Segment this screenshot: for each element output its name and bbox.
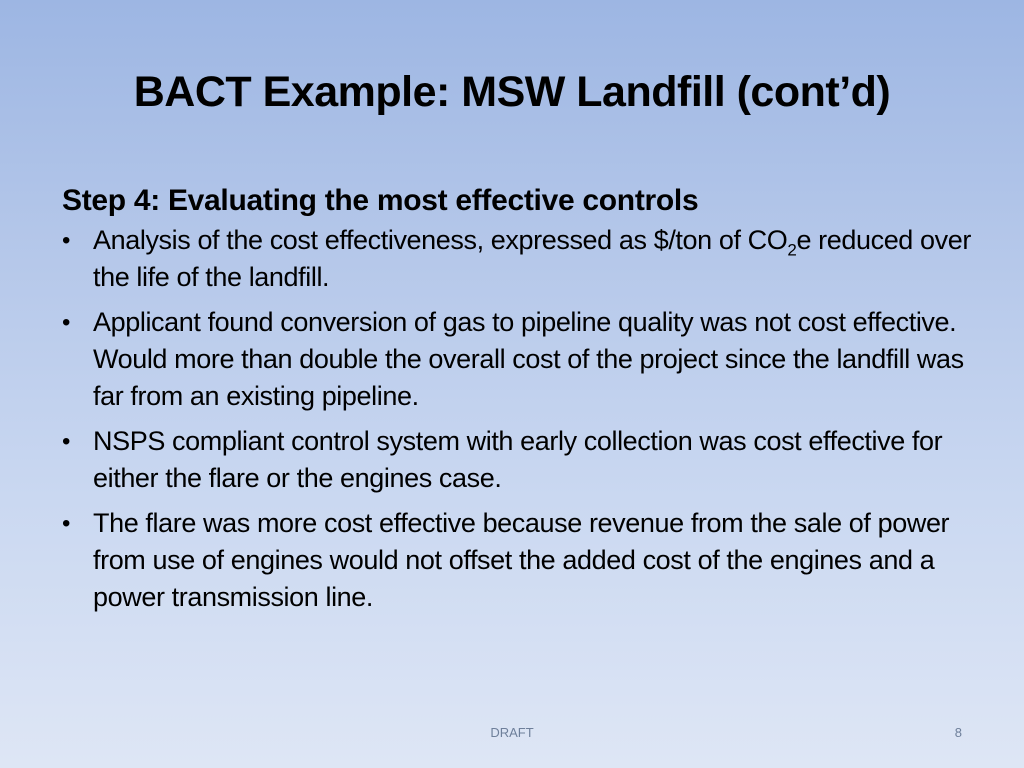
co2-subscript: 2	[787, 240, 797, 260]
bullet-text: The flare was more cost effective because revenue from the sale of power from use of engines would not offset the added cost of the engines and a power transmission line.	[93, 508, 950, 612]
bullet-text: NSPS compliant control system with early collection was cost effective for either the flare or the engines case.	[93, 426, 943, 493]
bullet-item-cost-analysis	[62, 222, 972, 296]
bullet-icon: •	[62, 428, 71, 455]
step-heading: Step 4: Evaluating the most effective controls	[62, 184, 699, 217]
bullet-text: Applicant found conversion of gas to pipeline quality was not cost effective. Would more than double the overall cost of the project since the landfill was far from an existing pipeline.	[93, 307, 964, 411]
bullet-item-pipeline-quality	[62, 304, 972, 415]
bullet-list	[62, 222, 972, 616]
bullet-icon: •	[62, 309, 71, 336]
bullet-text-part: e reduced over the life of the landfill.	[93, 225, 971, 292]
slide-title: BACT Example: MSW Landfill (cont’d)	[133, 68, 891, 116]
slide-page-number: 8	[954, 725, 962, 740]
bullet-text-part: Analysis of the cost effectiveness, expressed as $/ton of CO	[93, 225, 788, 255]
bullet-icon: •	[62, 227, 71, 254]
footer-draft-label: DRAFT	[490, 725, 534, 740]
bullet-icon: •	[62, 510, 71, 537]
slide-body	[62, 184, 972, 624]
bullet-item-flare-effective	[62, 505, 972, 616]
bullet-item-nsps-compliant	[62, 423, 972, 497]
